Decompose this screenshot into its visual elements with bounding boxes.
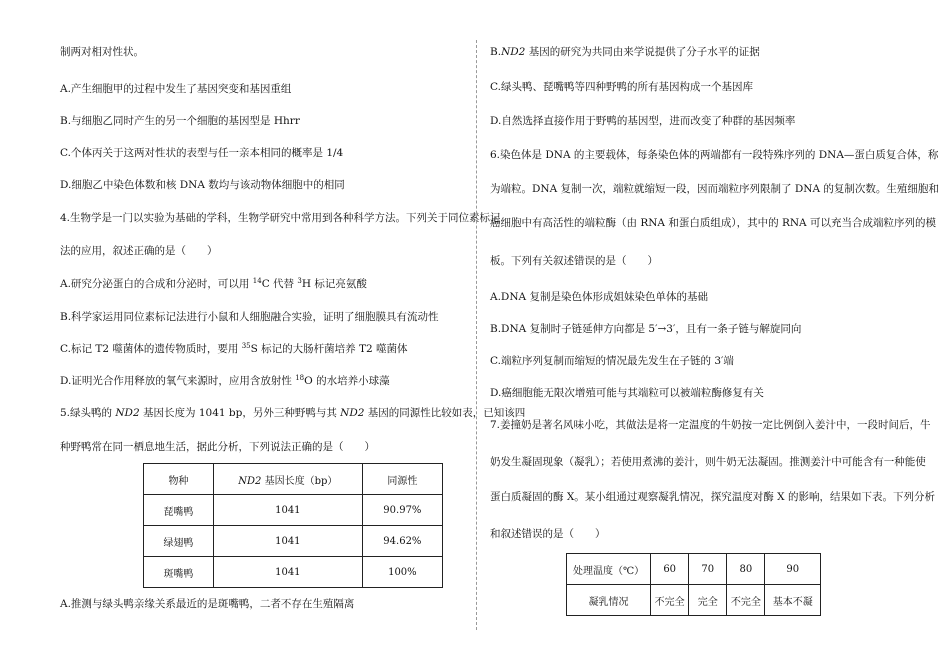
q4-option-c-text1: C.标记 T2 噬菌体的遗传物质时，要用 [60, 343, 242, 355]
question-7-stem-cont: 和叙述错误的是（ ） [490, 528, 606, 540]
question-6-stem: 6.染色体是 DNA 的主要载体，每条染色体的两端都有一段特殊序列的 DNA—蛋白质复合体，称 [490, 149, 939, 161]
option-c: C.个体丙关于这两对性状的表型与任一亲本相同的概率是 1/4 [60, 147, 344, 159]
table-header-row [144, 464, 443, 495]
cell-homology: 90.97% [362, 495, 442, 526]
cell-temp: 80 [727, 554, 765, 585]
cell-species: 琵嘴鸭 [144, 495, 214, 526]
table-row [567, 585, 821, 616]
table-row [144, 495, 443, 526]
header-gene-length [213, 464, 362, 495]
question-5-stem [60, 406, 525, 420]
q5-option-b [490, 45, 760, 59]
q5-text3: 基因的同源性比较如表，已知该四 [364, 407, 526, 419]
q4-option-d-text2: O 的水培养小球藻 [304, 375, 390, 387]
q4-option-d-text1: D.证明光合作用释放的氧气来源时，应用含放射性 [60, 375, 296, 387]
q5b-text1: B. [490, 46, 502, 58]
table-row [144, 526, 443, 557]
question-6-stem-cont: 为端粒。DNA 复制一次，端粒就缩短一段，因而端粒序列限制了 DNA 的复制次数。生殖细胞和 [490, 183, 939, 195]
q4-option-d [60, 374, 390, 388]
temperature-table [566, 553, 821, 616]
cell-length: 1041 [213, 495, 362, 526]
question-4-stem-cont: 法的应用，叙述正确的是（ ） [60, 245, 218, 257]
q5-text1: 5.绿头鸭的 [60, 407, 116, 419]
q6-option-b: B.DNA 复制时子链延伸方向都是 5′→3′，且有一条子链与解旋同向 [490, 323, 802, 335]
cell-temp: 60 [651, 554, 689, 585]
q5-option-a: A.推测与绿头鸭亲缘关系最近的是斑嘴鸭，二者不存在生殖隔离 [60, 598, 355, 610]
question-6-stem-cont: 癌细胞中有高活性的端粒酶（由 RNA 和蛋白质组成），其中的 RNA 可以充当合成端粒序列的模 [490, 217, 936, 229]
q6-option-d: D.癌细胞能无限次增殖可能与其端粒可以被端粒酶修复有关 [490, 387, 764, 399]
header-temperature: 处理温度（℃） [567, 554, 651, 585]
cell-temp: 90 [765, 554, 821, 585]
column-divider [476, 40, 477, 630]
table-row [144, 557, 443, 588]
header-homology: 同源性 [362, 464, 442, 495]
q4-option-c-text2: S 标记的大肠杆菌培养 T2 噬菌体 [250, 343, 408, 355]
question-7-stem-cont: 蛋白质凝固的酶 X。某小组通过观察凝乳情况，探究温度对酶 X 的影响，结果如下表。下列分析 [490, 491, 935, 503]
cell-curd: 完全 [689, 585, 727, 616]
q4-option-a-text1: A.研究分泌蛋白的合成和分泌时，可以用 [60, 278, 253, 290]
table-row [567, 554, 821, 585]
isotope-sup: 35 [241, 342, 251, 350]
cell-length: 1041 [213, 557, 362, 588]
cell-homology: 100% [362, 557, 442, 588]
question-7-stem: 7.姜撞奶是著名风味小吃，其做法是将一定温度的牛奶按一定比例倒入姜汁中，一段时间后，牛 [490, 419, 931, 431]
isotope-sup: 3 [297, 277, 302, 285]
q6-option-c: C.端粒序列复制而缩短的情况最先发生在子链的 3′端 [490, 355, 734, 367]
option-d: D.细胞乙中染色体数和核 DNA 数均与该动物体细胞中的相同 [60, 179, 345, 191]
cell-curd: 不完全 [727, 585, 765, 616]
cell-species: 斑嘴鸭 [144, 557, 214, 588]
option-b: B.与细胞乙同时产生的另一个细胞的基因型是 Hhrr [60, 115, 300, 127]
duck-homology-table [143, 463, 443, 588]
q4-option-c [60, 342, 408, 356]
cell-length: 1041 [213, 526, 362, 557]
q5-text2: 基因长度为 1041 bp，另外三种野鸭与其 [139, 407, 341, 419]
question-4-stem: 4.生物学是一门以实验为基础的学科，生物学研究中常用到各种科学方法。下列关于同位素标记 [60, 212, 501, 224]
q4-option-b: B.科学家运用同位素标记法进行小鼠和人细胞融合实验，证明了细胞膜具有流动性 [60, 311, 439, 323]
cell-temp: 70 [689, 554, 727, 585]
cell-homology: 94.62% [362, 526, 442, 557]
option-a: A.产生细胞甲的过程中发生了基因突变和基因重组 [60, 83, 292, 95]
gene-name: ND2 [115, 407, 140, 419]
question-6-stem-cont: 板。下列有关叙述错误的是（ ） [490, 255, 658, 267]
cell-species: 绿翅鸭 [144, 526, 214, 557]
header-curd-status: 凝乳情况 [567, 585, 651, 616]
gene-name: ND2 [340, 407, 365, 419]
cell-curd: 不完全 [651, 585, 689, 616]
q5-option-c: C.绿头鸭、琵嘴鸭等四种野鸭的所有基因构成一个基因库 [490, 81, 753, 93]
gene-name: ND2 [238, 475, 262, 487]
q4-option-a [60, 277, 367, 291]
q5-option-d: D.自然选择直接作用于野鸭的基因型，进而改变了种群的基因频率 [490, 115, 796, 127]
cell-curd: 基本不凝 [765, 585, 821, 616]
q5b-text2: 基因的研究为共同由来学说提供了分子水平的证据 [525, 46, 760, 58]
text-line: 制两对相对性状。 [60, 46, 144, 58]
isotope-sup: 18 [295, 374, 305, 382]
isotope-sup: 14 [252, 277, 262, 285]
question-7-stem-cont: 奶发生凝固现象（凝乳）；若使用煮沸的姜汁，则牛奶无法凝固。推测姜汁中可能含有一种能使 [490, 456, 926, 468]
question-5-stem-cont: 种野鸭常在同一栖息地生活，据此分析，下列说法正确的是（ ） [60, 441, 375, 453]
q4-option-a-text2: C 代替 [261, 278, 298, 290]
q4-option-a-text3: H 标记亮氨酸 [301, 278, 367, 290]
q6-option-a: A.DNA 复制是染色体形成姐妹染色单体的基础 [490, 291, 708, 303]
header-gene-length-text: 基因长度（bp） [261, 475, 338, 487]
gene-name: ND2 [501, 46, 526, 58]
header-species: 物种 [144, 464, 214, 495]
